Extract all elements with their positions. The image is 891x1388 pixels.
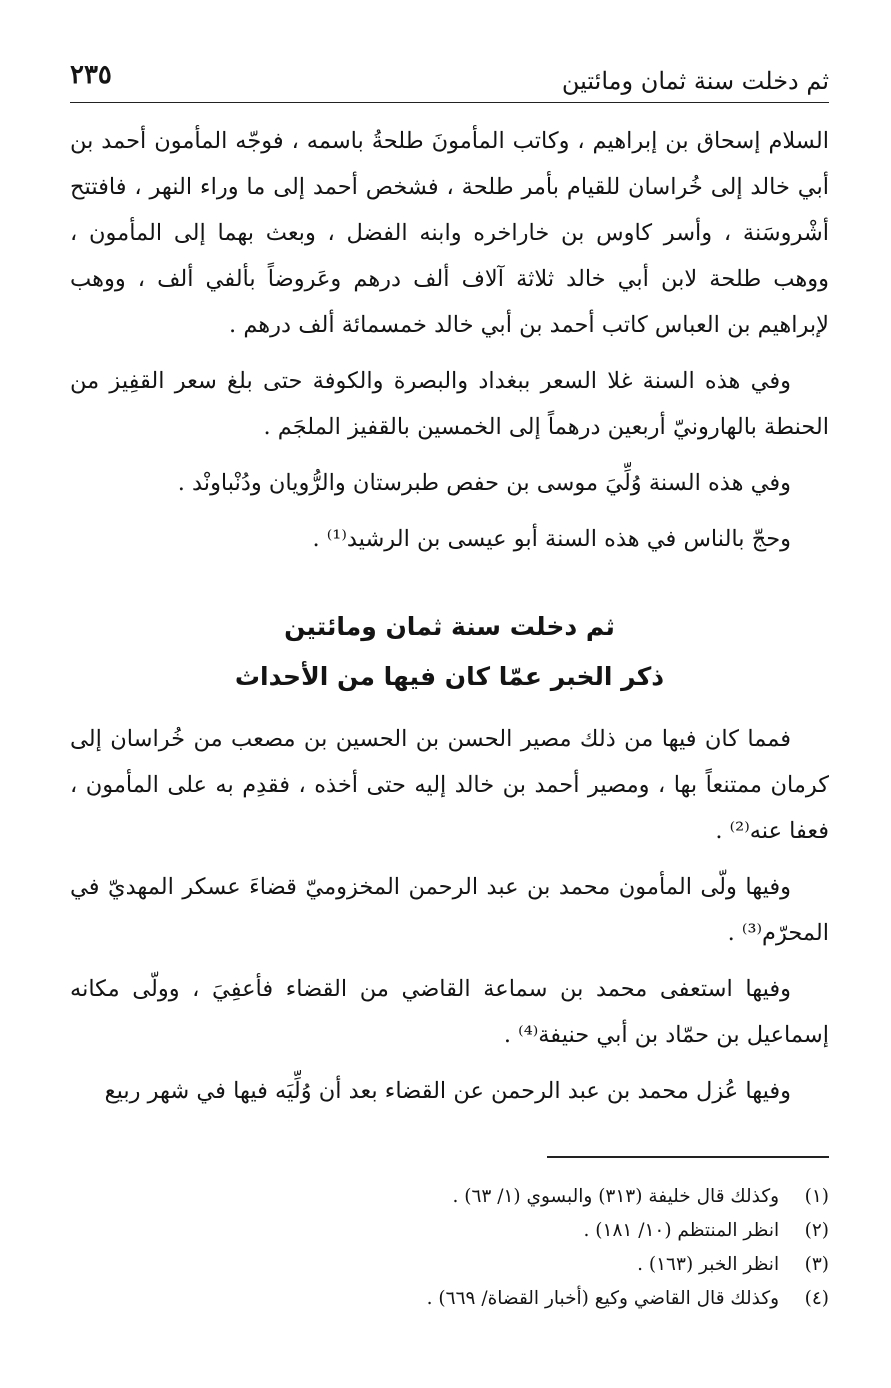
footnote-text: وكذلك قال القاضي وكيع (أخبار القضاة/ ٦٦٩) . — [426, 1288, 780, 1309]
footnote-text: وكذلك قال خليفة (٣١٣) والبسوي (١/ ٦٣) . — [452, 1186, 780, 1207]
footnote — [70, 1282, 829, 1316]
page-body — [70, 118, 829, 1114]
footnote-text: انظر الخبر (١٦٣) . — [637, 1254, 780, 1275]
paragraph: وحجّ بالناس في هذه السنة أبو عيسى بن الرشيد⁽¹⁾ . — [312, 526, 791, 552]
footnote-number: (٢) — [804, 1220, 829, 1241]
footnote-number: (٤) — [804, 1288, 829, 1309]
footnote-text: انظر المنتظم (١٠/ ١٨١) . — [583, 1220, 780, 1241]
section-subtitle: ذكر الخبر عمّا كان فيها من الأحداث — [234, 662, 665, 691]
footnotes — [70, 1180, 829, 1316]
footnote — [70, 1214, 829, 1248]
paragraph: وفي هذه السنة وُلِّيَ موسى بن حفص طبرستان والرُّويان ودُنْباونْد . — [177, 470, 791, 496]
paragraph: وفيها عُزل محمد بن عبد الرحمن عن القضاء بعد أن وُلِّيَه فيها في شهر ربيع — [104, 1078, 791, 1104]
paragraph: فمما كان فيها من ذلك مصير الحسن بن الحسين بن مصعب من خُراسان إلى كرمان ممتنعاً بها ، ومصير أحمد بن خالد إليه حتى أخذه ، فقدِم به على المأمون ، فعفا عنه⁽²⁾ . — [70, 726, 829, 844]
footnote-number: (١) — [804, 1186, 829, 1207]
footnote — [70, 1248, 829, 1282]
footnote-number: (٣) — [804, 1254, 829, 1275]
paragraph: وفيها ولّى المأمون محمد بن عبد الرحمن المخزوميّ قضاءَ عسكر المهديّ في المحرّم⁽³⁾ . — [70, 874, 829, 946]
page-number: ٢٣٥ — [70, 60, 112, 90]
section-title: ثم دخلت سنة ثمان ومائتين — [284, 612, 615, 641]
footnote — [70, 1180, 829, 1214]
paragraph: السلام إسحاق بن إبراهيم ، وكاتب المأمونَ طلحةُ باسمه ، فوجّه المأمون أحمد بن أبي خالد إلى خُراسان للقيام بأمر طلحة ، فشخص أحمد إلى ما وراء النهر ، فافتتح أشْروسَنة ، وأسر كاوس بن خاراخره وابنه الفضل ، وبعث بهما إلى المأمون ، ووهب طلحة لابن أبي خالد ثلاثة آلاف ألف درهم وعَروضاً بألفي ألف ، ووهب لإبراهيم بن العباس كاتب أحمد بن أبي خالد خمسمائة ألف درهم . — [70, 128, 829, 338]
paragraph: وفيها استعفى محمد بن سماعة القاضي من القضاء فأعفِيَ ، وولّى مكانه إسماعيل بن حمّاد بن أبي حنيفة⁽⁴⁾ . — [70, 976, 829, 1048]
running-title: ثم دخلت سنة ثمان ومائتين — [561, 67, 829, 95]
page-header — [70, 52, 829, 103]
paragraph: وفي هذه السنة غلا السعر ببغداد والبصرة والكوفة حتى بلغ سعر القفِيز من الحنطة بالهارونيّ أربعين درهماً إلى الخمسين بالقفيز الملجَم . — [70, 368, 829, 440]
footnote-separator — [547, 1156, 829, 1158]
